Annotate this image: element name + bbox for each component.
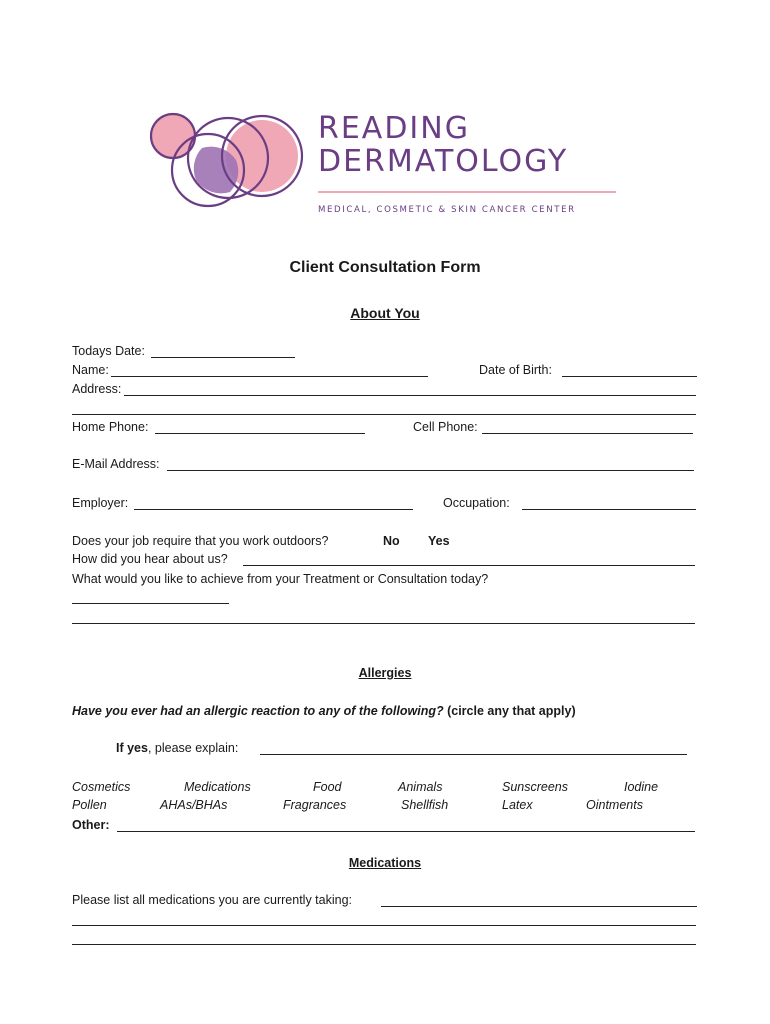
- achieve-question: What would you like to achieve from your Treatment or Consultation today?: [72, 572, 489, 586]
- occupation-label: Occupation:: [443, 496, 510, 510]
- if-yes-label: If yes: [116, 741, 148, 755]
- todays-date-label: Todays Date:: [72, 344, 145, 358]
- employer-field[interactable]: [134, 509, 413, 510]
- brand-divider: [318, 191, 616, 193]
- allergen-medications[interactable]: Medications: [184, 780, 251, 794]
- outdoors-no-option[interactable]: No: [383, 534, 400, 548]
- medications-heading: Medications: [348, 856, 422, 870]
- other-field[interactable]: [117, 831, 695, 832]
- address-label: Address:: [72, 382, 122, 396]
- outdoors-question: Does your job require that you work outdoors?: [72, 534, 329, 548]
- brand-name: [318, 112, 568, 178]
- medications-field-line3[interactable]: [72, 944, 696, 945]
- allergen-cosmetics[interactable]: Cosmetics: [72, 780, 131, 794]
- allergen-shellfish[interactable]: Shellfish: [401, 798, 449, 812]
- cell-phone-field[interactable]: [482, 433, 693, 434]
- allergen-food[interactable]: Food: [313, 780, 342, 794]
- explain-label: , please explain:: [147, 741, 239, 755]
- brand-tagline: MEDICAL, COSMETIC & SKIN CANCER CENTER: [318, 205, 576, 215]
- hear-about-label: How did you hear about us?: [72, 552, 228, 566]
- allergen-ointments[interactable]: Ointments: [586, 798, 643, 812]
- if-yes-row: [116, 741, 238, 756]
- medications-field[interactable]: [381, 906, 697, 907]
- about-heading: About You: [350, 305, 420, 321]
- allergy-question-row: [72, 704, 576, 719]
- brand-line2: DERMATOLOGY: [318, 144, 569, 179]
- achieve-field-line2[interactable]: [72, 623, 695, 624]
- achieve-field[interactable]: [72, 603, 229, 604]
- email-field[interactable]: [167, 470, 694, 471]
- name-label: Name:: [72, 363, 109, 377]
- allergen-pollen[interactable]: Pollen: [72, 798, 107, 812]
- cell-phone-label: Cell Phone:: [413, 420, 478, 434]
- medications-field-line2[interactable]: [72, 925, 696, 926]
- other-label: Other:: [72, 818, 110, 832]
- allergen-latex[interactable]: Latex: [502, 798, 533, 812]
- home-phone-label: Home Phone:: [72, 420, 149, 434]
- allergy-question-note: (circle any that apply): [447, 704, 576, 718]
- allergy-explain-field[interactable]: [260, 754, 687, 755]
- allergen-fragrances[interactable]: Fragrances: [283, 798, 347, 812]
- name-field[interactable]: [111, 376, 428, 377]
- allergen-sunscreens[interactable]: Sunscreens: [502, 780, 569, 794]
- hear-about-field[interactable]: [243, 565, 695, 566]
- brand-line1: READING: [318, 111, 470, 146]
- dob-field[interactable]: [562, 376, 697, 377]
- occupation-field[interactable]: [522, 509, 696, 510]
- allergen-ahas-bhas[interactable]: AHAs/BHAs: [160, 798, 228, 812]
- overlapping-circles-logo-icon: [140, 106, 310, 216]
- form-title: Client Consultation Form: [289, 259, 481, 276]
- outdoors-yes-option[interactable]: Yes: [428, 534, 450, 548]
- employer-label: Employer:: [72, 496, 129, 510]
- allergies-heading: Allergies: [358, 666, 412, 680]
- medications-prompt: Please list all medications you are currently taking:: [72, 893, 352, 907]
- address-field-line2[interactable]: [72, 414, 696, 415]
- todays-date-field[interactable]: [151, 357, 295, 358]
- allergy-question: Have you ever had an allergic reaction to any of the following?: [72, 704, 444, 718]
- allergen-iodine[interactable]: Iodine: [624, 780, 659, 794]
- dob-label: Date of Birth:: [479, 363, 552, 377]
- home-phone-field[interactable]: [155, 433, 365, 434]
- allergen-animals[interactable]: Animals: [398, 780, 443, 794]
- address-field[interactable]: [124, 395, 696, 396]
- email-label: E-Mail Address:: [72, 457, 160, 471]
